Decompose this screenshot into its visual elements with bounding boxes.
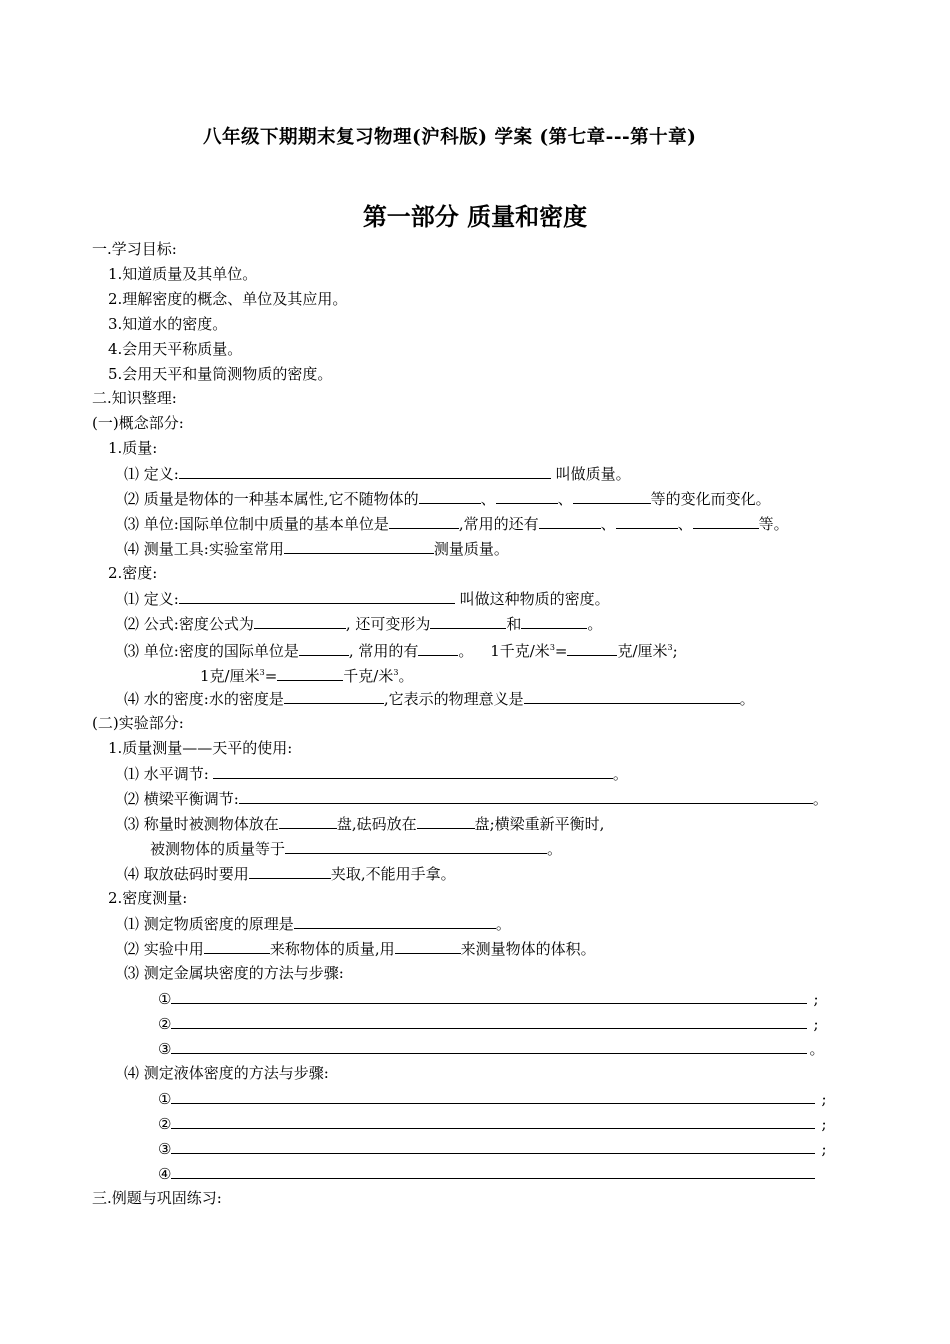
- mass-unit-blank-3[interactable]: [693, 511, 759, 529]
- density-common-unit-blank[interactable]: [418, 638, 458, 656]
- goal-item: 4.会用天平称质量。: [108, 340, 243, 358]
- concepts-heading: (一)概念部分:: [92, 414, 184, 432]
- density-formula-blank[interactable]: [254, 611, 346, 629]
- water-density-meaning-blank[interactable]: [524, 686, 740, 704]
- weighing-result-line: 被测物体的质量等于 。: [150, 836, 562, 860]
- water-density-blank[interactable]: [284, 686, 384, 704]
- weights-pan-blank[interactable]: [417, 811, 475, 829]
- liquid-step-line: ④: [158, 1161, 815, 1185]
- measurement-tools-line: ⑵ 实验中用 来称物体的质量,用 来测量物体的体积。: [124, 936, 596, 960]
- liquid-step-line: ③ ;: [158, 1136, 827, 1160]
- experiments-heading: (二)实验部分:: [92, 714, 184, 732]
- liquid-density-heading: ⑷ 测定液体密度的方法与步骤:: [124, 1064, 329, 1082]
- balance-heading: 1.质量测量——天平的使用:: [108, 739, 293, 757]
- liquid-step-line: ② ;: [158, 1111, 827, 1135]
- mass-property-line: ⑵ 质量是物体的一种基本属性,它不随物体的 、 、 等的变化而变化。: [124, 486, 771, 510]
- mass-property-blank-2[interactable]: [496, 486, 558, 504]
- mass-tool-line: ⑷ 测量工具:实验室常用 测量质量。: [124, 536, 509, 560]
- metal-step-line: ③ 。: [158, 1036, 824, 1060]
- density-formula-line: ⑵ 公式:密度公式为 , 还可变形为 和 。: [124, 611, 602, 635]
- density-unit-line: ⑶ 单位:密度的国际单位是 , 常用的有 。 1千克/米$^3$= 克/厘米$^3$;: [124, 636, 678, 660]
- mass-instrument-blank[interactable]: [204, 936, 270, 954]
- density-si-unit-blank[interactable]: [299, 638, 349, 656]
- balance-beam-blank[interactable]: [239, 786, 813, 804]
- density-principle-line: ⑴ 测定物质密度的原理是 。: [124, 911, 511, 935]
- mass-unit-line: ⑶ 单位:国际单位制中质量的基本单位是 ,常用的还有 、 、 等。: [124, 511, 789, 535]
- liquid-step-blank[interactable]: [171, 1161, 815, 1179]
- mass-unit-blank-1[interactable]: [539, 511, 601, 529]
- density-conversion-blank-2[interactable]: [277, 663, 343, 681]
- mass-heading: 1.质量:: [108, 439, 158, 457]
- density-measurement-heading: 2.密度测量:: [108, 889, 188, 907]
- goal-item: 2.理解密度的概念、单位及其应用。: [108, 290, 348, 308]
- balance-level-blank[interactable]: [213, 761, 613, 779]
- metal-step-blank[interactable]: [171, 1036, 807, 1054]
- mass-property-blank-3[interactable]: [573, 486, 651, 504]
- liquid-step-blank[interactable]: [171, 1111, 815, 1129]
- knowledge-heading: 二.知识整理:: [92, 389, 177, 407]
- density-definition-blank[interactable]: [179, 586, 455, 604]
- section-title: 第一部分 质量和密度: [362, 202, 588, 231]
- mass-si-unit-blank[interactable]: [389, 511, 459, 529]
- examples-heading: 三.例题与巩固练习:: [92, 1189, 222, 1207]
- mass-definition-blank[interactable]: [179, 461, 551, 479]
- goal-item: 1.知道质量及其单位。: [108, 265, 258, 283]
- mass-property-blank-1[interactable]: [419, 486, 481, 504]
- balance-level-line: ⑴ 水平调节: 。: [124, 761, 628, 785]
- density-definition-line: ⑴ 定义: 叫做这种物质的密度。: [124, 586, 610, 610]
- density-unit-line-2: 1克/厘米$^3$= 千克/米$^3$。: [200, 661, 413, 685]
- density-heading: 2.密度:: [108, 564, 158, 582]
- metal-step-line: ② ;: [158, 1011, 819, 1035]
- learning-goals-heading: 一.学习目标:: [92, 240, 177, 258]
- mass-definition-line: ⑴ 定义: 叫做质量。: [124, 461, 631, 485]
- mass-tool-blank[interactable]: [284, 536, 434, 554]
- goal-item: 5.会用天平和量筒测物质的密度。: [108, 365, 333, 383]
- metal-density-heading: ⑶ 测定金属块密度的方法与步骤:: [124, 964, 344, 982]
- balance-beam-line: ⑵ 横梁平衡调节: 。: [124, 786, 828, 810]
- density-principle-blank[interactable]: [294, 911, 496, 929]
- volume-instrument-blank[interactable]: [395, 936, 461, 954]
- density-formula-variant-blank-2[interactable]: [521, 611, 587, 629]
- object-pan-blank[interactable]: [279, 811, 337, 829]
- liquid-step-line: ① ;: [158, 1086, 827, 1110]
- liquid-step-blank[interactable]: [171, 1136, 815, 1154]
- document-title: 八年级下期期末复习物理(沪科版) 学案 (第七章---第十章): [203, 127, 697, 148]
- metal-step-line: ① ;: [158, 986, 819, 1010]
- object-mass-blank[interactable]: [285, 836, 547, 854]
- mass-unit-blank-2[interactable]: [616, 511, 678, 529]
- weights-tool-blank[interactable]: [249, 861, 331, 879]
- liquid-step-blank[interactable]: [171, 1086, 815, 1104]
- weights-handling-line: ⑷ 取放砝码时要用 夹取,不能用手拿。: [124, 861, 456, 885]
- density-conversion-blank-1[interactable]: [567, 638, 617, 656]
- metal-step-blank[interactable]: [171, 986, 807, 1004]
- goal-item: 3.知道水的密度。: [108, 315, 228, 333]
- metal-step-blank[interactable]: [171, 1011, 807, 1029]
- weighing-line: ⑶ 称量时被测物体放在 盘,砝码放在 盘;横梁重新平衡时,: [124, 811, 604, 835]
- density-formula-variant-blank-1[interactable]: [430, 611, 506, 629]
- water-density-line: ⑷ 水的密度:水的密度是 ,它表示的物理意义是 。: [124, 686, 755, 710]
